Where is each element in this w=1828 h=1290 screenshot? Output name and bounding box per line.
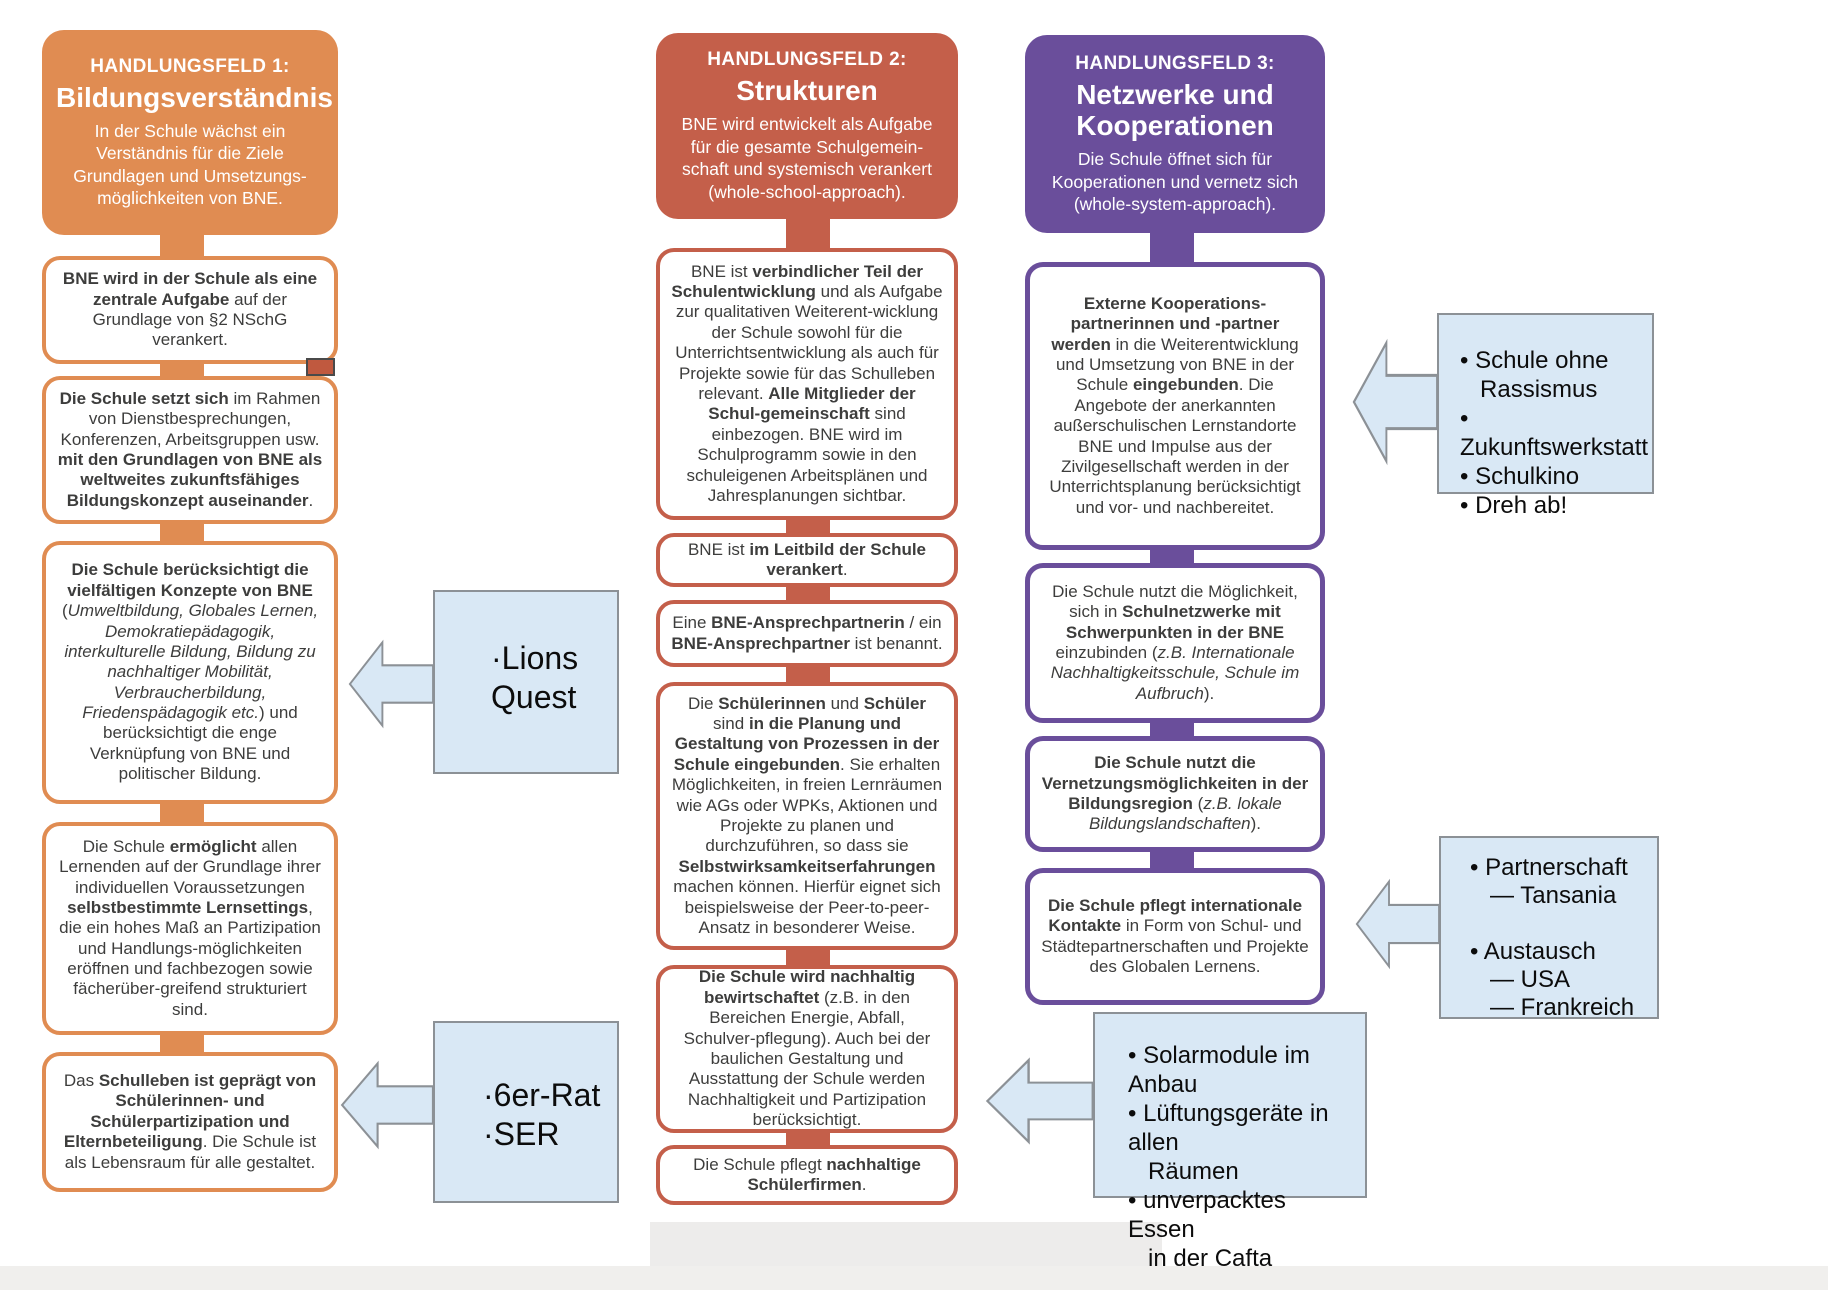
hf2-box-5-text: Die Schule wird nachhaltig bewirtschaftet (z.B. in den Bereichen Energie, Abfall, Schulver-pflegung). Auch bei der baulichen Gestaltung und Ausstattung der Schule werden Nachhaltigkeit und Partizipation berücksichtigt. xyxy=(683,967,931,1130)
hf2-box-nachhaltig-bewirtschaftet xyxy=(656,965,958,1133)
hf2-box-schueler-planung xyxy=(656,682,958,950)
hf1-box-konzepte-bne xyxy=(42,541,338,804)
hf1-box-grundlagen-bne xyxy=(42,376,338,524)
hf1-header xyxy=(42,30,338,235)
page-edge-shading xyxy=(650,1222,1162,1268)
hf1-box-zentrale-aufgabe xyxy=(42,256,338,364)
callout-nachhaltige-bewirtschaftung: • Solarmodule im Anbau • Lüftungsgeräte in allen Räumen • unverpacktes Essen in der Cafta xyxy=(1093,1012,1367,1198)
hf2-box-schuelerfirmen xyxy=(656,1145,958,1205)
hf3-box-2-text: Die Schule nutzt die Möglichkeit, sich in Schulnetzwerke mit Schwerpunkten in der BNE einzubinden (z.B. Internationale Nachhaltigkeitsschule, Schule im Aufbruch). xyxy=(1050,581,1300,703)
hf1-box-4-text: Die Schule ermöglicht allen Lernenden auf der Grundlage ihrer individuellen Voraussetzungen selbstbestimmte Lernsettings, die ein hohes Maß an Partizipation und Handlungs-möglichkeiten eröffnen und fachbezogen sowie fächerüber-greifend strukturiert sind. xyxy=(59,836,321,1019)
hf1-box-1-text: BNE wird in der Schule als eine zentrale Aufgabe auf der Grundlage von §2 NSchG verankert. xyxy=(62,269,318,350)
callout-schule-ohne-rassismus: • Schule ohne Rassismus • Zukunftswerkstatt • Schulkino • Dreh ab! xyxy=(1437,313,1654,494)
left-arrow-icon xyxy=(985,1050,1094,1152)
hf1-subtitle: In der Schule wächst ein Verständnis für die Ziele Grundlagen und Umsetzungs-möglichkeiten von BNE. xyxy=(73,120,307,209)
hf3-box-1-text: Externe Kooperations-partnerinnen und -partner werden in die Weiterentwicklung und Umsetzung von BNE in der Schule eingebunden. Die Angebote der anerkannten außerschulischen Lernstandorte BNE und Impulse aus der Zivilgesellschaft werden in der Unterrichtsplanung berücksichtigt und vor- und nachbereitet. xyxy=(1049,293,1301,517)
connector-bar-hf3 xyxy=(1150,120,1194,982)
hf1-title: Bildungsverständnis xyxy=(56,81,333,113)
hf3-box-schulnetzwerke xyxy=(1025,563,1325,723)
hf2-box-1-text: BNE ist verbindlicher Teil der Schulentwicklung und als Aufgabe zur qualitativen Weiterent-wicklung der Schule sowohl für die Unterrichtsentwicklung als auch für Projekte sowie für das Schulleben relevant. Alle Mitglieder der Schul-gemeinschaft sind einbezogen. BNE wird im Schulprogramm sowie in den schuleigenen Arbeitsplänen und Jahresplanungen sichtbar. xyxy=(671,261,943,505)
left-arrow-icon xyxy=(340,1053,434,1157)
hf1-box-schulleben xyxy=(42,1052,338,1192)
hf3-box-4-text: Die Schule pflegt internationale Kontakte in Form von Schul- und Städtepartnerschaften und Projekte des Globalen Lernens. xyxy=(1041,895,1309,976)
hf2-box-leitbild xyxy=(656,533,958,587)
hf2-box-6-text: Die Schule pflegt nachhaltige Schülerfirmen. xyxy=(693,1154,921,1194)
hf2-box-3-text: Eine BNE-Ansprechpartnerin / ein BNE-Ansprechpartner ist benannt. xyxy=(671,613,943,653)
hf1-box-2-text: Die Schule setzt sich im Rahmen von Dienstbesprechungen, Konferenzen, Arbeitsgruppen usw. mit den Grundlagen von BNE als weltweites zukunftsfähiges Bildungskonzept auseinander. xyxy=(57,388,323,510)
hf2-kicker: HANDLUNGSFELD 2: xyxy=(707,49,907,71)
hf1-box-5-text: Das Schulleben ist geprägt von Schülerinnen- und Schülerpartizipation und Elternbeteiligung. Die Schule ist als Lebensraum für alle gestaltet. xyxy=(63,1071,317,1172)
hf1-box-lernsettings xyxy=(42,822,338,1035)
callout-partnerschaft-austausch: • Partnerschaft — Tansania • Austausch — USA — Frankreich xyxy=(1439,836,1659,1019)
callout-6er-rat-ser: ·6er-Rat ·SER xyxy=(433,1021,619,1203)
hf2-subtitle: BNE wird entwickelt als Aufgabe für die gesamte Schulgemein-schaft und systemisch verankert (whole-school-approach). xyxy=(681,114,933,202)
hf2-box-ansprechpartner xyxy=(656,600,958,667)
hf2-box-schulentwicklung xyxy=(656,248,958,520)
callout-lions-quest: ·Lions Quest xyxy=(433,590,619,774)
hf3-box-internationale-kontakte xyxy=(1025,868,1325,1005)
hf3-box-kooperationspartner xyxy=(1025,262,1325,550)
hf3-subtitle: Die Schule öffnet sich für Kooperationen und vernetz sich (whole-system-approach). xyxy=(1051,149,1299,215)
hf2-box-4-text: Die Schülerinnen und Schüler sind in die Planung und Gestaltung von Prozessen in der Schule eingebunden. Sie erhalten Möglichkeiten, in freien Lernräumen wie AGs oder WPKs, Aktionen und Projekte zu planen und durchzuführen, so dass sie Selbstwirksamkeitserfahrungen machen können. Hierfür eignet sich beispielsweise der Peer-to-peer-Ansatz in besonderer Weise. xyxy=(671,693,943,937)
highlight-marker xyxy=(306,358,335,376)
left-arrow-icon xyxy=(1352,328,1438,476)
page-bottom-strip xyxy=(0,1266,1828,1290)
left-arrow-icon xyxy=(1355,871,1440,977)
hf2-box-2-text: BNE ist im Leitbild der Schule verankert. xyxy=(687,539,927,579)
hf2-header xyxy=(656,33,958,219)
hf2-title: Strukturen xyxy=(736,75,878,107)
hf3-header xyxy=(1025,35,1325,233)
hf3-box-bildungsregion xyxy=(1025,736,1325,852)
left-arrow-icon xyxy=(348,632,434,736)
hf3-kicker: HANDLUNGSFELD 3: xyxy=(1075,52,1275,74)
hf3-title: Netzwerke und Kooperationen xyxy=(1076,78,1274,141)
hf1-box-3-text: Die Schule berücksichtigt die vielfältigen Konzepte von BNE (Umweltbildung, Globales Lernen, Demokratiepädagogik, interkulturelle Bildung, Bildung zu nachhaltiger Mobilität, Verbraucherbildung, Friedenspädagogik etc.) und berücksichtigt die enge Verknüpfung von BNE und politischer Bildung. xyxy=(61,560,319,784)
hf1-kicker: HANDLUNGSFELD 1: xyxy=(90,55,290,77)
hf3-box-3-text: Die Schule nutzt die Vernetzungsmöglichkeiten in der Bildungsregion (z.B. lokale Bildungslandschaften). xyxy=(1041,753,1309,834)
